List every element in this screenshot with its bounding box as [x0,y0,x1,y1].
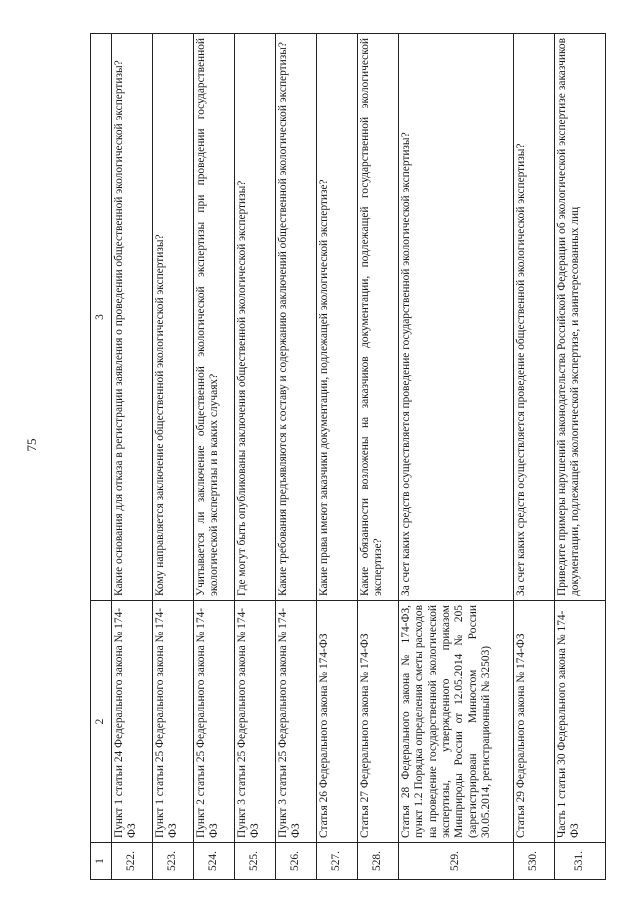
row-number: 528. [358,843,399,880]
question-text: Какие права имеют заказчики документации, подлежащей экологической экспертизе? [317,34,358,601]
law-reference: Пункт 1 статьи 25 Федерального закона № 174-ФЗ [153,601,194,843]
table-header-row [91,34,112,880]
header-col-2: 2 [91,601,112,843]
header-col-3: 3 [91,34,112,601]
law-reference: Статья 27 Федерального закона № 174-ФЗ [358,601,399,843]
law-reference: Пункт 3 статьи 25 Федерального закона № 174-ФЗ [276,601,317,843]
law-reference: Статья 26 Федерального закона № 174-ФЗ [317,601,358,843]
row-number: 529. [399,843,514,880]
table-row [555,34,606,880]
question-text: За счет каких средств осуществляется проведение общественной экологической экспертизы? [514,34,555,601]
table-row [276,34,317,880]
rotated-table-wrapper [90,34,606,880]
table-row [112,34,153,880]
law-reference: Пункт 1 статьи 24 Федерального закона № 174-ФЗ [112,601,153,843]
question-text: За счет каких средств осуществляется проведение государственной экологической экспертизы? [399,34,514,601]
question-text: Какие основания для отказа в регистрации заявления о проведении общественной экологической экспертизы? [112,34,153,601]
table-row [358,34,399,880]
law-reference: Статья 28 Федерального закона № 174-ФЗ, пункт 1.2 Порядка определения сметы расходов на проведение государственной экологической экспертизы, утвержденного приказом Минприроды России от 12.05.2014 № 205 (зарегистрирован Минюстом России 30.05.2014, регистрационный № 32503) [399,601,514,843]
row-number: 530. [514,843,555,880]
question-text: Где могут быть опубликованы заключения общественной экологической экспертизы? [235,34,276,601]
table-row [317,34,358,880]
table-row [235,34,276,880]
table-row [514,34,555,880]
question-text: Кому направляется заключение общественной экологической экспертизы? [153,34,194,601]
table-row [153,34,194,880]
row-number: 523. [153,843,194,880]
row-number: 524. [194,843,235,880]
row-number: 526. [276,843,317,880]
law-reference: Часть 1 статьи 30 Федерального закона № 174-ФЗ [555,601,606,843]
questions-table [90,33,606,880]
page-number: 75 [24,438,39,452]
row-number: 527. [317,843,358,880]
question-text: Какие обязанности возложены на заказчиков документации, подлежащей государственной экологической экспертизе? [358,34,399,601]
question-text: Какие требования предъявляются к составу и содержанию заключений общественной экологической экспертизы? [276,34,317,601]
header-col-1: 1 [91,843,112,880]
question-text: Учитывается ли заключение общественной экологической экспертизы при проведении государственной экологической экспертизы и в каких случаях? [194,34,235,601]
row-number: 522. [112,843,153,880]
law-reference: Пункт 3 статьи 25 Федерального закона № 174-ФЗ [235,601,276,843]
table-row [399,34,514,880]
law-reference: Статья 29 Федерального закона № 174-ФЗ [514,601,555,843]
row-number: 531. [555,843,606,880]
law-reference: Пункт 2 статьи 25 Федерального закона № 174-ФЗ [194,601,235,843]
question-text: Приведите примеры нарушений законодательства Российской Федерации об экологической экспертизе заказчиков документации, подлежащей экологической экспертизе, и заинтересованных лиц [555,34,606,601]
table-row [194,34,235,880]
row-number: 525. [235,843,276,880]
